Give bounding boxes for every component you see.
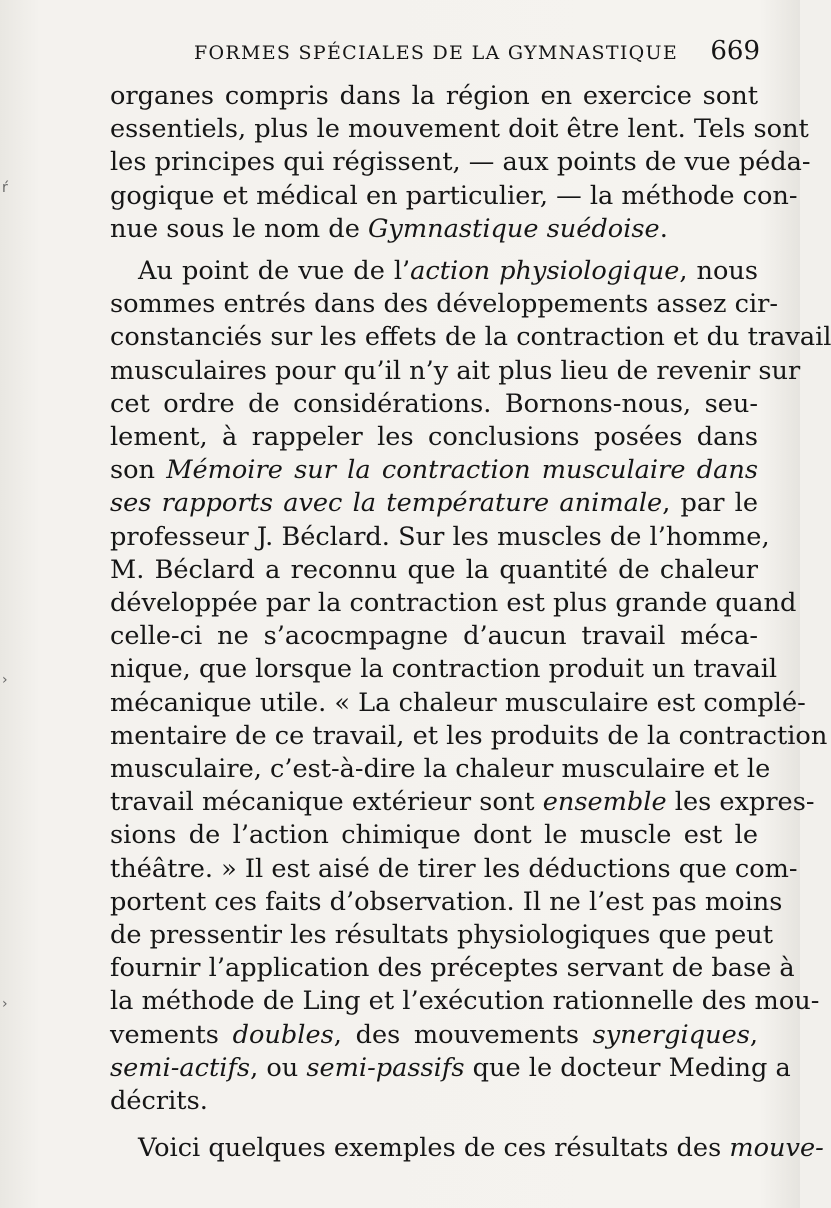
running-header (110, 38, 760, 68)
italic-text: mouve- (729, 1133, 824, 1164)
text-line: portent ces faits d’observation. Il ne l’est pas moins (110, 886, 783, 917)
text-line: travail mécanique extérieur sont ensemble les expres- (110, 787, 815, 818)
text-line: gogique et médical en particulier, — la méthode con- (110, 180, 798, 211)
text-line: de pressentir les résultats physiologiques que peut (110, 920, 774, 951)
paragraph-gap (110, 246, 758, 255)
text-line: fournir l’application des préceptes servant de base à (110, 953, 795, 984)
text-line: musculaire, c’est-à-dire la chaleur musculaire et le (110, 754, 771, 785)
paragraph-3 (110, 1132, 824, 1165)
text-line: mentaire de ce travail, et les produits de la contraction (110, 720, 828, 751)
text-line: ses rapports avec la température animale, par le (110, 488, 758, 519)
text-line: sions de l’action chimique dont le muscle est le (110, 820, 758, 851)
text-line: sommes entrés dans des développements assez cir- (110, 289, 779, 320)
text-line: vements doubles, des mouvements synergiques, (110, 1019, 758, 1050)
text-line: les principes qui régissent, — aux points de vue péda- (110, 147, 811, 178)
margin-mark: › (2, 996, 8, 1012)
text-line: développée par la contraction est plus grande quand (110, 588, 797, 619)
text-line: musculaires pour qu’il n’y ait plus lieu de revenir sur (110, 355, 801, 386)
margin-mark: › (2, 672, 8, 688)
italic-text: synergiques (592, 1019, 750, 1050)
text-line: semi-actifs, ou semi-passifs que le docteur Meding a (110, 1052, 791, 1083)
paragraph-gap (110, 1118, 758, 1132)
italic-text: ses rapports avec la température animale (110, 488, 663, 519)
page-number: 669 (710, 36, 760, 66)
text-line: théâtre. » Il est aisé de tirer les déductions que com- (110, 853, 798, 884)
text-line: son Mémoire sur la contraction musculaire dans (110, 455, 758, 486)
text-line: nique, que lorsque la contraction produit un travail (110, 654, 778, 685)
body-text (110, 80, 831, 1166)
text-line: celle-ci ne s’acocmpagne d’aucun travail méca- (110, 621, 758, 652)
text-line: Au point de vue de l’action physiologique, nous (138, 256, 758, 287)
italic-text: Gymnastique suédoise (367, 213, 660, 244)
text-line: organes compris dans la région en exercice sont (110, 81, 758, 111)
paragraph-1 (110, 80, 811, 246)
italic-text: semi-passifs (306, 1052, 465, 1083)
text-line: lement, à rappeler les conclusions posées dans (110, 422, 758, 453)
text-line: Voici quelques exemples de ces résultats des mouve- (138, 1133, 824, 1164)
text-line: M. Béclard a reconnu que la quantité de chaleur (110, 554, 758, 585)
text-line: la méthode de Ling et l’exécution rationnelle des mou- (110, 986, 820, 1017)
header-title: FORMES SPÉCIALES DE LA GYMNASTIQUE (194, 42, 678, 64)
text-line: décrits. (110, 1086, 208, 1117)
text-line: essentiels, plus le mouvement doit être lent. Tels sont (110, 114, 809, 145)
italic-text: doubles (232, 1019, 334, 1050)
text-line: constanciés sur les effets de la contraction et du travail (110, 322, 831, 353)
italic-text: Mémoire sur la contraction musculaire dans (166, 455, 758, 486)
italic-text: action physiologique (410, 256, 680, 287)
italic-text: ensemble (542, 787, 667, 818)
text-line: mécanique utile. « La chaleur musculaire est complé- (110, 687, 806, 718)
margin-mark: ŕ (2, 180, 8, 196)
text-line: cet ordre de considérations. Bornons-nous, seu- (110, 388, 758, 419)
text-line: nue sous le nom de Gymnastique suédoise. (110, 213, 668, 244)
italic-text: semi-actifs (110, 1052, 251, 1083)
text-line: professeur J. Béclard. Sur les muscles de l’homme, (110, 521, 770, 552)
paragraph-2 (110, 255, 831, 1118)
